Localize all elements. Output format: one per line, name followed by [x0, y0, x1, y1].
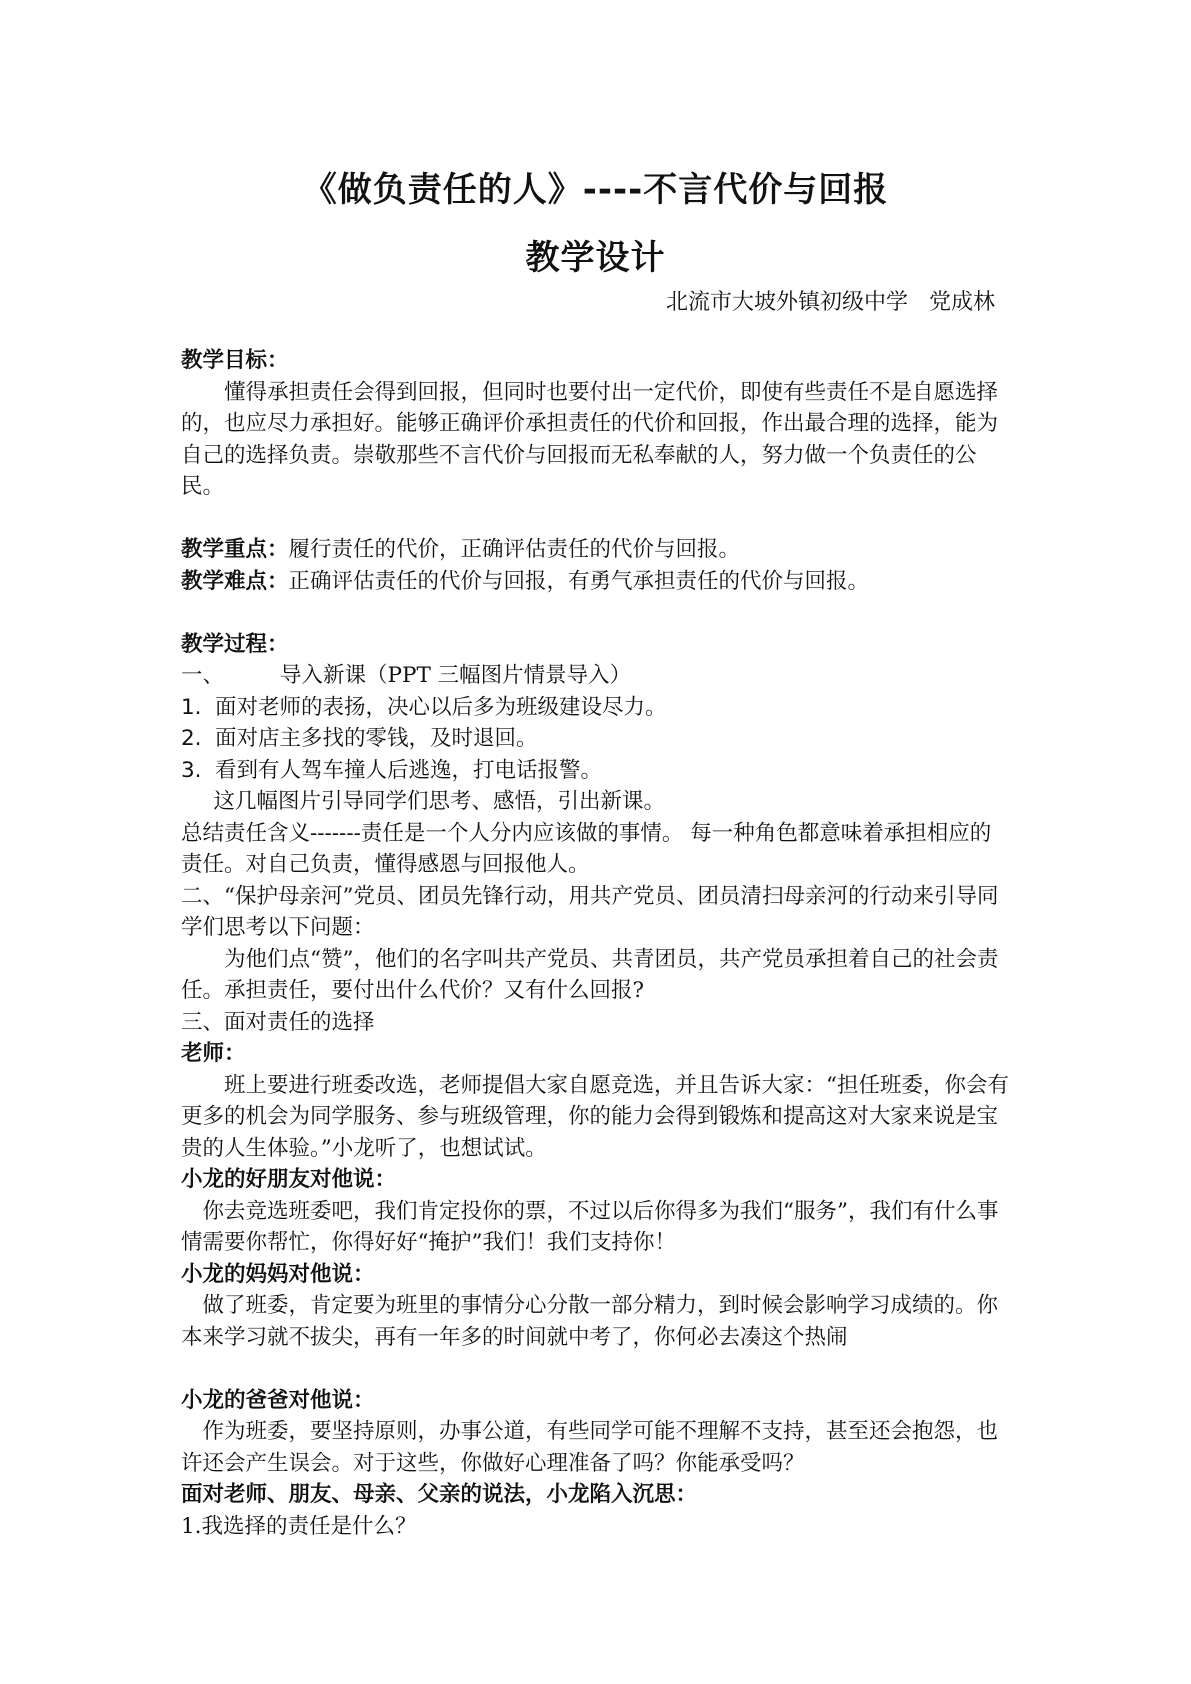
summary-text: 总结责任含义-------责任是一个人分内应该做的事情。 每一种角色都意味着承担相应的责任。对自己负责，懂得感恩与回报他人。: [181, 820, 992, 877]
key-point-text: 履行责任的代价，正确评估责任的代价与回报。: [288, 537, 741, 562]
key-point-line: [181, 534, 1011, 566]
document-body: [181, 345, 1011, 1542]
list-text: 面对老师的表扬，决心以后多为班级建设尽力。: [215, 694, 667, 720]
document-title: 《做负责任的人》----不言代价与回报: [302, 170, 889, 210]
friend-label: 小龙的好朋友对他说：: [181, 1167, 397, 1192]
difficulty-text: 正确评估责任的代价与回报，有勇气承担责任的代价与回报。: [288, 568, 870, 594]
list-number: 2.: [181, 726, 202, 751]
document-subtitle: 教学设计: [525, 238, 666, 278]
list-text: 面对店主多找的零钱，及时退回。: [215, 726, 538, 751]
section1-line: [181, 660, 1011, 692]
list-text: 看到有人驾车撞人后逃逸，打电话报警。: [215, 757, 603, 783]
list-number: 3.: [181, 757, 202, 783]
spacer: [181, 597, 1011, 629]
objectives-heading: 教学目标：: [181, 348, 289, 373]
teacher-label: 老师：: [181, 1041, 246, 1066]
list-number: 1.: [181, 694, 202, 720]
spacer: [181, 1353, 1011, 1385]
list-item: [181, 723, 1011, 755]
objectives-text: 懂得承担责任会得到回报，但同时也要付出一定代价，即使有些责任不是自愿选择的，也应尽力承担好。能够正确评价承担责任的代价和回报，作出最合理的选择，能为自己的选择负责。崇敬那些不言代价与回报而无私奉献的人，努力做一个负责任的公民。: [181, 379, 999, 499]
difficulty-label: 教学难点：: [181, 568, 289, 594]
list-item: [181, 755, 1011, 787]
section3-heading: 三、面对责任的选择: [181, 1009, 375, 1035]
mother-label: 小龙的妈妈对他说：: [181, 1261, 375, 1287]
mother-text: 做了班委，肯定要为班里的事情分心分散一部分精力，到时候会影响学习成绩的。你本来学习就不拔尖，再有一年多的时间就中考了，你何必去凑这个热闹: [181, 1293, 999, 1350]
friend-text: 你去竞选班委吧，我们肯定投你的票，不过以后你得多为我们“服务”，我们有什么事情需要你帮忙，你得好好“掩护”我们！我们支持你！: [181, 1198, 999, 1255]
reflect-label: 面对老师、朋友、母亲、父亲的说法，小龙陷入沉思：: [181, 1482, 698, 1507]
author-line: 北流市大坡外镇初级中学 党成林: [666, 290, 995, 315]
section1-number: 一、: [181, 663, 225, 688]
section1-title: 导入新课（PPT 三幅图片情景导入）: [280, 663, 632, 688]
spacer: [181, 503, 1011, 535]
teacher-text: 班上要进行班委改选，老师提倡大家自愿竞选，并且告诉大家：“担任班委，你会有更多的机会为同学服务、参与班级管理，你的能力会得到锻炼和提高这对大家来说是宝贵的人生体验。”小龙听了，也想试试。: [181, 1072, 1009, 1161]
father-text: 作为班委，要坚持原则，办事公道，有些同学可能不理解不支持，甚至还会抱怨，也许还会产生误会。对于这些，你做好心理准备了吗？你能承受吗？: [181, 1419, 999, 1476]
key-point-label: 教学重点：: [181, 537, 289, 562]
lead-in-text: 这几幅图片引导同学们思考、感悟，引出新课。: [213, 789, 666, 814]
list-item: [181, 692, 1011, 724]
section2-text: 二、“保护母亲河”党员、团员先锋行动，用共产党员、团员清扫母亲河的行动来引导同学们思考以下问题：: [181, 883, 999, 940]
difficulty-line: [181, 566, 1011, 598]
section2-detail: 为他们点“赞”，他们的名字叫共产党员、共青团员，共产党员承担着自己的社会责任。承担责任，要付出什么代价？又有什么回报?: [181, 946, 999, 1003]
process-heading: 教学过程：: [181, 631, 289, 657]
question-1: 1.我选择的责任是什么？: [181, 1513, 417, 1539]
father-label: 小龙的爸爸对他说：: [181, 1387, 375, 1413]
